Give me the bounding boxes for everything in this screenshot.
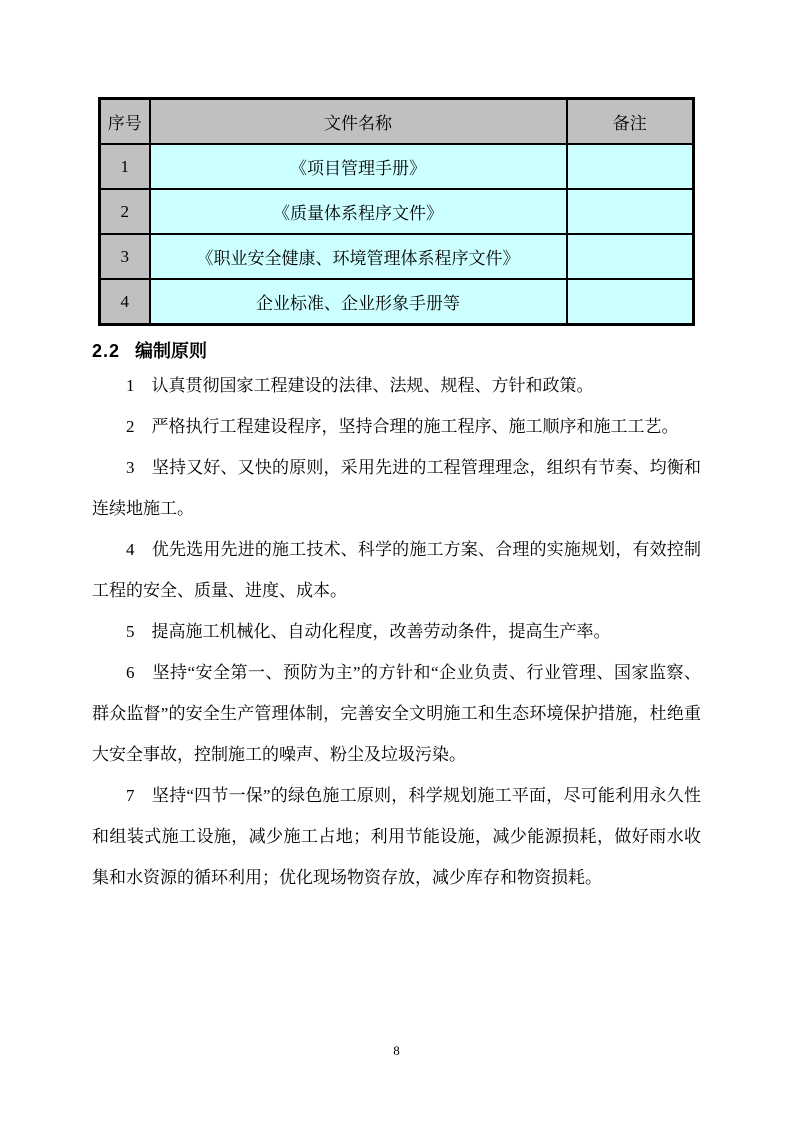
serial-cell: 1 bbox=[100, 144, 150, 189]
section-heading bbox=[92, 337, 701, 365]
table-row bbox=[100, 279, 694, 325]
table-header-row bbox=[100, 99, 694, 145]
filename-cell: 《职业安全健康、环境管理体系程序文件》 bbox=[150, 234, 567, 279]
file-list-table bbox=[98, 97, 695, 326]
header-cell-filename: 文件名称 bbox=[150, 99, 567, 145]
header-cell-serial: 序号 bbox=[100, 99, 150, 145]
table-row bbox=[100, 189, 694, 234]
section-number: 2.2 bbox=[92, 341, 121, 361]
paragraph-7: 7 坚持“四节一保”的绿色施工原则，科学规划施工平面，尽可能利用永久性和组装式施工设施，减少施工占地；利用节能设施，减少能源损耗，做好雨水收集和水资源的循环利用；优化现场物资存放，减少库存和物资损耗。 bbox=[92, 786, 701, 887]
paragraph-4: 4 优先选用先进的施工技术、科学的施工方案、合理的实施规划，有效控制工程的安全、质量、进度、成本。 bbox=[92, 540, 701, 600]
serial-cell: 2 bbox=[100, 189, 150, 234]
paragraph-2: 2 严格执行工程建设程序，坚持合理的施工程序、施工顺序和施工工艺。 bbox=[126, 417, 679, 436]
table-row bbox=[100, 234, 694, 279]
table-row bbox=[100, 144, 694, 189]
serial-cell: 3 bbox=[100, 234, 150, 279]
filename-cell: 企业标准、企业形象手册等 bbox=[150, 279, 567, 325]
serial-cell: 4 bbox=[100, 279, 150, 325]
filename-cell: 《质量体系程序文件》 bbox=[150, 189, 567, 234]
remark-cell bbox=[567, 189, 694, 234]
paragraph-1: 1 认真贯彻国家工程建设的法律、法规、规程、方针和政策。 bbox=[126, 376, 594, 395]
paragraph-3: 3 坚持又好、又快的原则，采用先进的工程管理理念，组织有节奏、均衡和连续地施工。 bbox=[92, 458, 701, 518]
remark-cell bbox=[567, 279, 694, 325]
header-cell-remark: 备注 bbox=[567, 99, 694, 145]
section-title: 编制原则 bbox=[135, 341, 208, 361]
remark-cell bbox=[567, 234, 694, 279]
filename-cell: 《项目管理手册》 bbox=[150, 144, 567, 189]
paragraph-5: 5 提高施工机械化、自动化程度，改善劳动条件，提高生产率。 bbox=[126, 622, 611, 641]
remark-cell bbox=[567, 144, 694, 189]
paragraph-6: 6 坚持“安全第一、预防为主”的方针和“企业负责、行业管理、国家监察、群众监督”的安全生产管理体制，完善安全文明施工和生态环境保护措施，杜绝重大安全事故，控制施工的噪声、粉尘及垃圾污染。 bbox=[92, 663, 701, 764]
page-number: 8 bbox=[393, 1043, 400, 1058]
